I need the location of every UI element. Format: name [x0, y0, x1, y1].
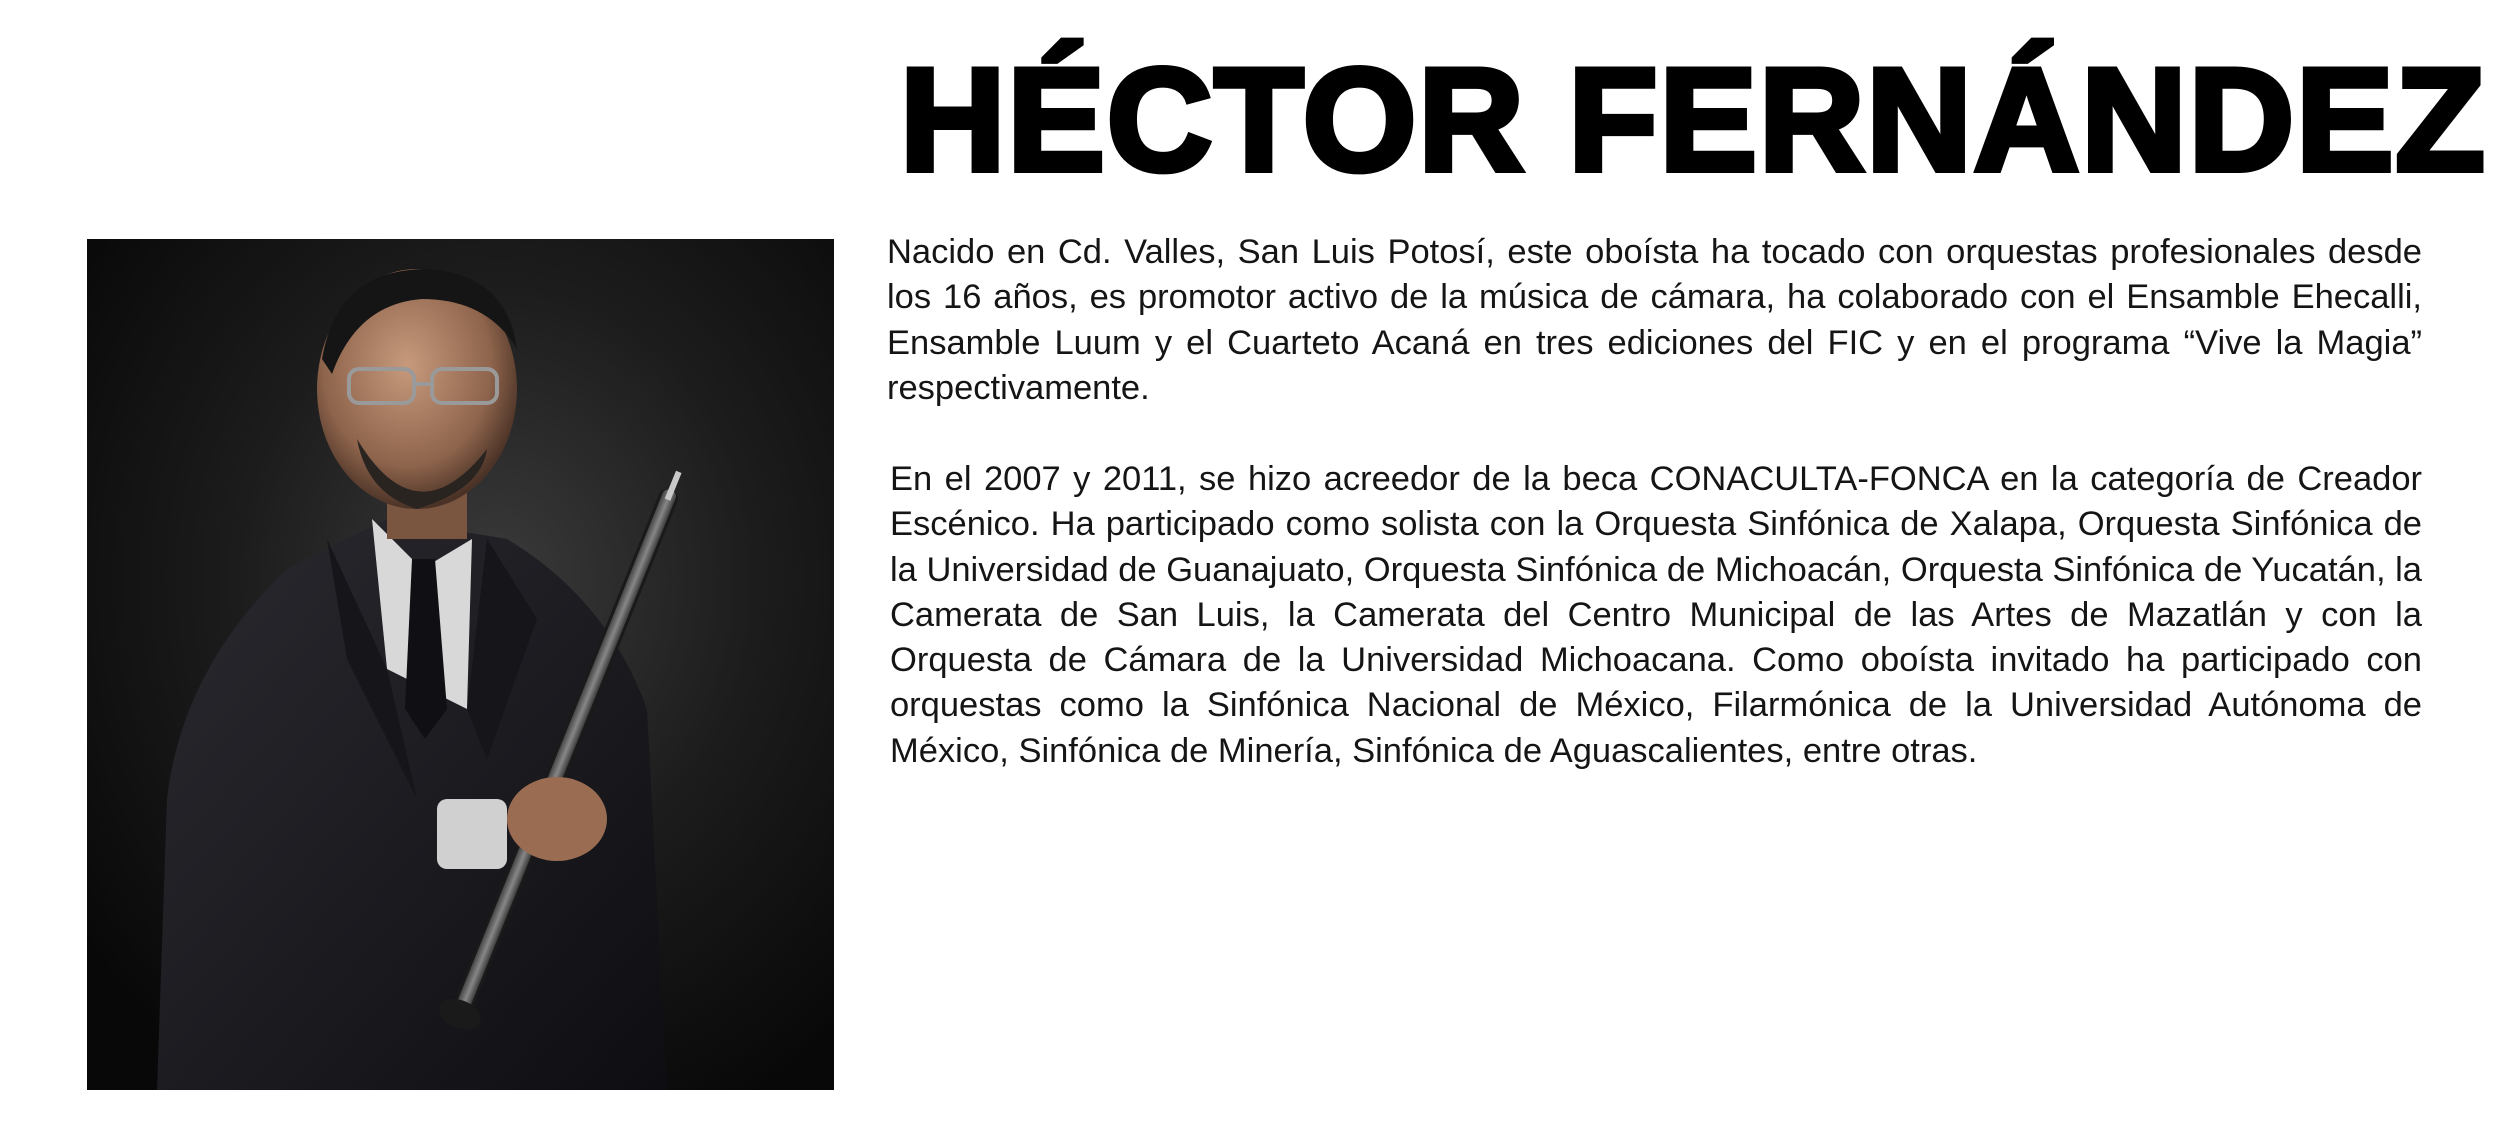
- portrait-illustration: [87, 239, 834, 1090]
- bio-paragraph-1: Nacido en Cd. Valles, San Luis Potosí, este oboísta ha tocado con orquestas profesionales desde los 16 años, es promotor activo de la música de cámara, ha colaborado con el Ensamble Ehecalli, Ensamble Luum y el Cuarteto Acaná en tres ediciones del FIC y en el programa “Vive la Magia” respectivamente.: [887, 233, 2422, 407]
- portrait-photo: [87, 239, 834, 1090]
- bio-paragraph-2: En el 2007 y 2011, se hizo acreedor de la beca CONACULTA-FONCA en la categoría de Creador Escénico. Ha participado como solista con la Orquesta Sinfónica de Xalapa, Orquesta Sinfónica de la Universidad de Guanajuato, Orquesta Sinfónica de Michoacán, Orquesta Sinfónica de Yucatán, la Camerata de San Luis, la Camerata del Centro Municipal de las Artes de Mazatlán y con la Orquesta de Cámara de la Universidad Michoacana. Como oboísta invitado ha participado con orquestas como la Sinfónica Nacional de México, Filarmónica de la Universidad Autónoma de México, Sinfónica de Minería, Sinfónica de Aguascalientes, entre otras.: [890, 460, 2422, 770]
- page-title: HÉCTOR FERNÁNDEZ: [900, 38, 2487, 201]
